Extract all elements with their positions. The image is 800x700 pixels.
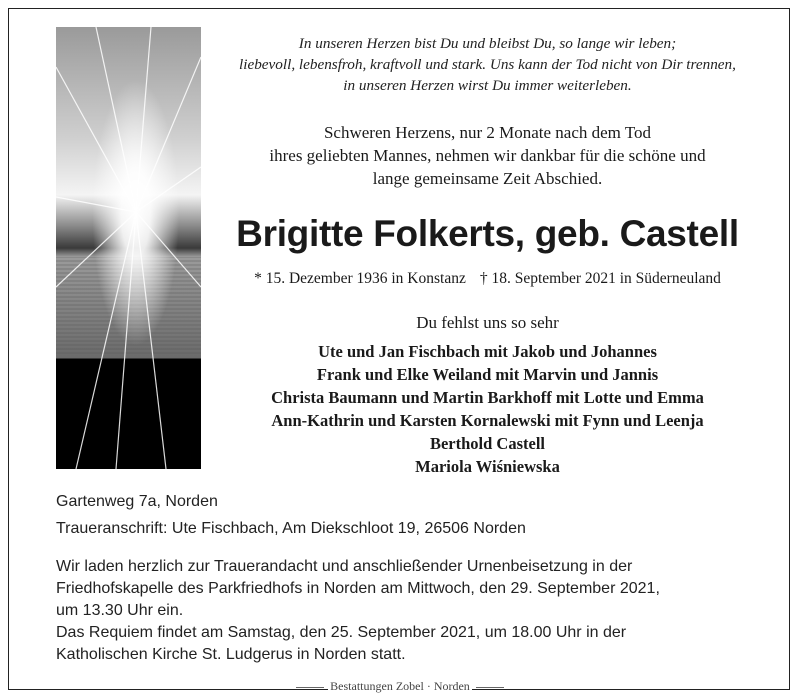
- footer-rule: [296, 687, 324, 688]
- poem-line: liebevoll, lebensfroh, kraftvoll und stark. Uns kann der Tod nicht von Dir trennen,: [239, 56, 736, 73]
- memorial-poem: [215, 33, 760, 96]
- funeral-home-name: Bestattungen Zobel · Norden: [330, 679, 470, 693]
- life-dates: [215, 269, 760, 289]
- mourning-address: Traueranschrift: Ute Fischbach, Am Diekschloot 19, 26506 Norden: [56, 520, 526, 537]
- deceased-name: Brigitte Folkerts, geb. Castell: [236, 213, 739, 254]
- invitation-line: Friedhofskapelle des Parkfriedhofs in Norden am Mittwoch, den 29. September 2021,: [56, 580, 660, 597]
- mourner: Ann-Kathrin und Karsten Kornalewski mit Fynn und Leenja: [271, 411, 704, 430]
- invitation-line: Das Requiem findet am Samstag, den 25. September 2021, um 18.00 Uhr in der: [56, 624, 627, 641]
- intro-line: Schweren Herzens, nur 2 Monate nach dem Tod: [323, 123, 652, 142]
- mourner: Ute und Jan Fischbach mit Jakob und Johannes: [318, 342, 657, 361]
- intro-text: [215, 121, 760, 190]
- mourner: Frank und Elke Weiland mit Marvin und Jannis: [316, 365, 659, 384]
- mourner: Christa Baumann und Martin Barkhoff mit Lotte und Emma: [271, 388, 704, 407]
- birth-date: * 15. Dezember 1936 in Konstanz: [254, 270, 466, 287]
- mourner: Mariola Wiśniewska: [415, 457, 560, 476]
- invitation-line: um 13.30 Uhr ein.: [56, 602, 184, 619]
- invitation-line: Katholischen Kirche St. Ludgerus in Norden statt.: [56, 646, 406, 663]
- mourners-list: [215, 340, 760, 478]
- intro-line: ihres geliebten Mannes, nehmen wir dankbar für die schöne und: [269, 146, 706, 165]
- funeral-home-footer: [0, 678, 800, 694]
- invitation-line: Wir laden herzlich zur Trauerandacht und anschließender Urnenbeisetzung in der: [56, 558, 633, 575]
- poem-line: in unseren Herzen wirst Du immer weiterleben.: [343, 77, 632, 94]
- home-address: Gartenweg 7a, Norden: [56, 493, 218, 510]
- sunburst-sea-image: [56, 27, 201, 469]
- service-invitation: [56, 556, 756, 666]
- missed-line: Du fehlst uns so sehr: [416, 313, 559, 332]
- mourner: Berthold Castell: [429, 434, 546, 453]
- footer-rule: [476, 687, 504, 688]
- poem-line: In unseren Herzen bist Du und bleibst Du, so lange wir leben;: [298, 35, 677, 52]
- death-date: † 18. September 2021 in Süderneuland: [479, 270, 721, 287]
- intro-line: lange gemeinsame Zeit Abschied.: [372, 169, 603, 188]
